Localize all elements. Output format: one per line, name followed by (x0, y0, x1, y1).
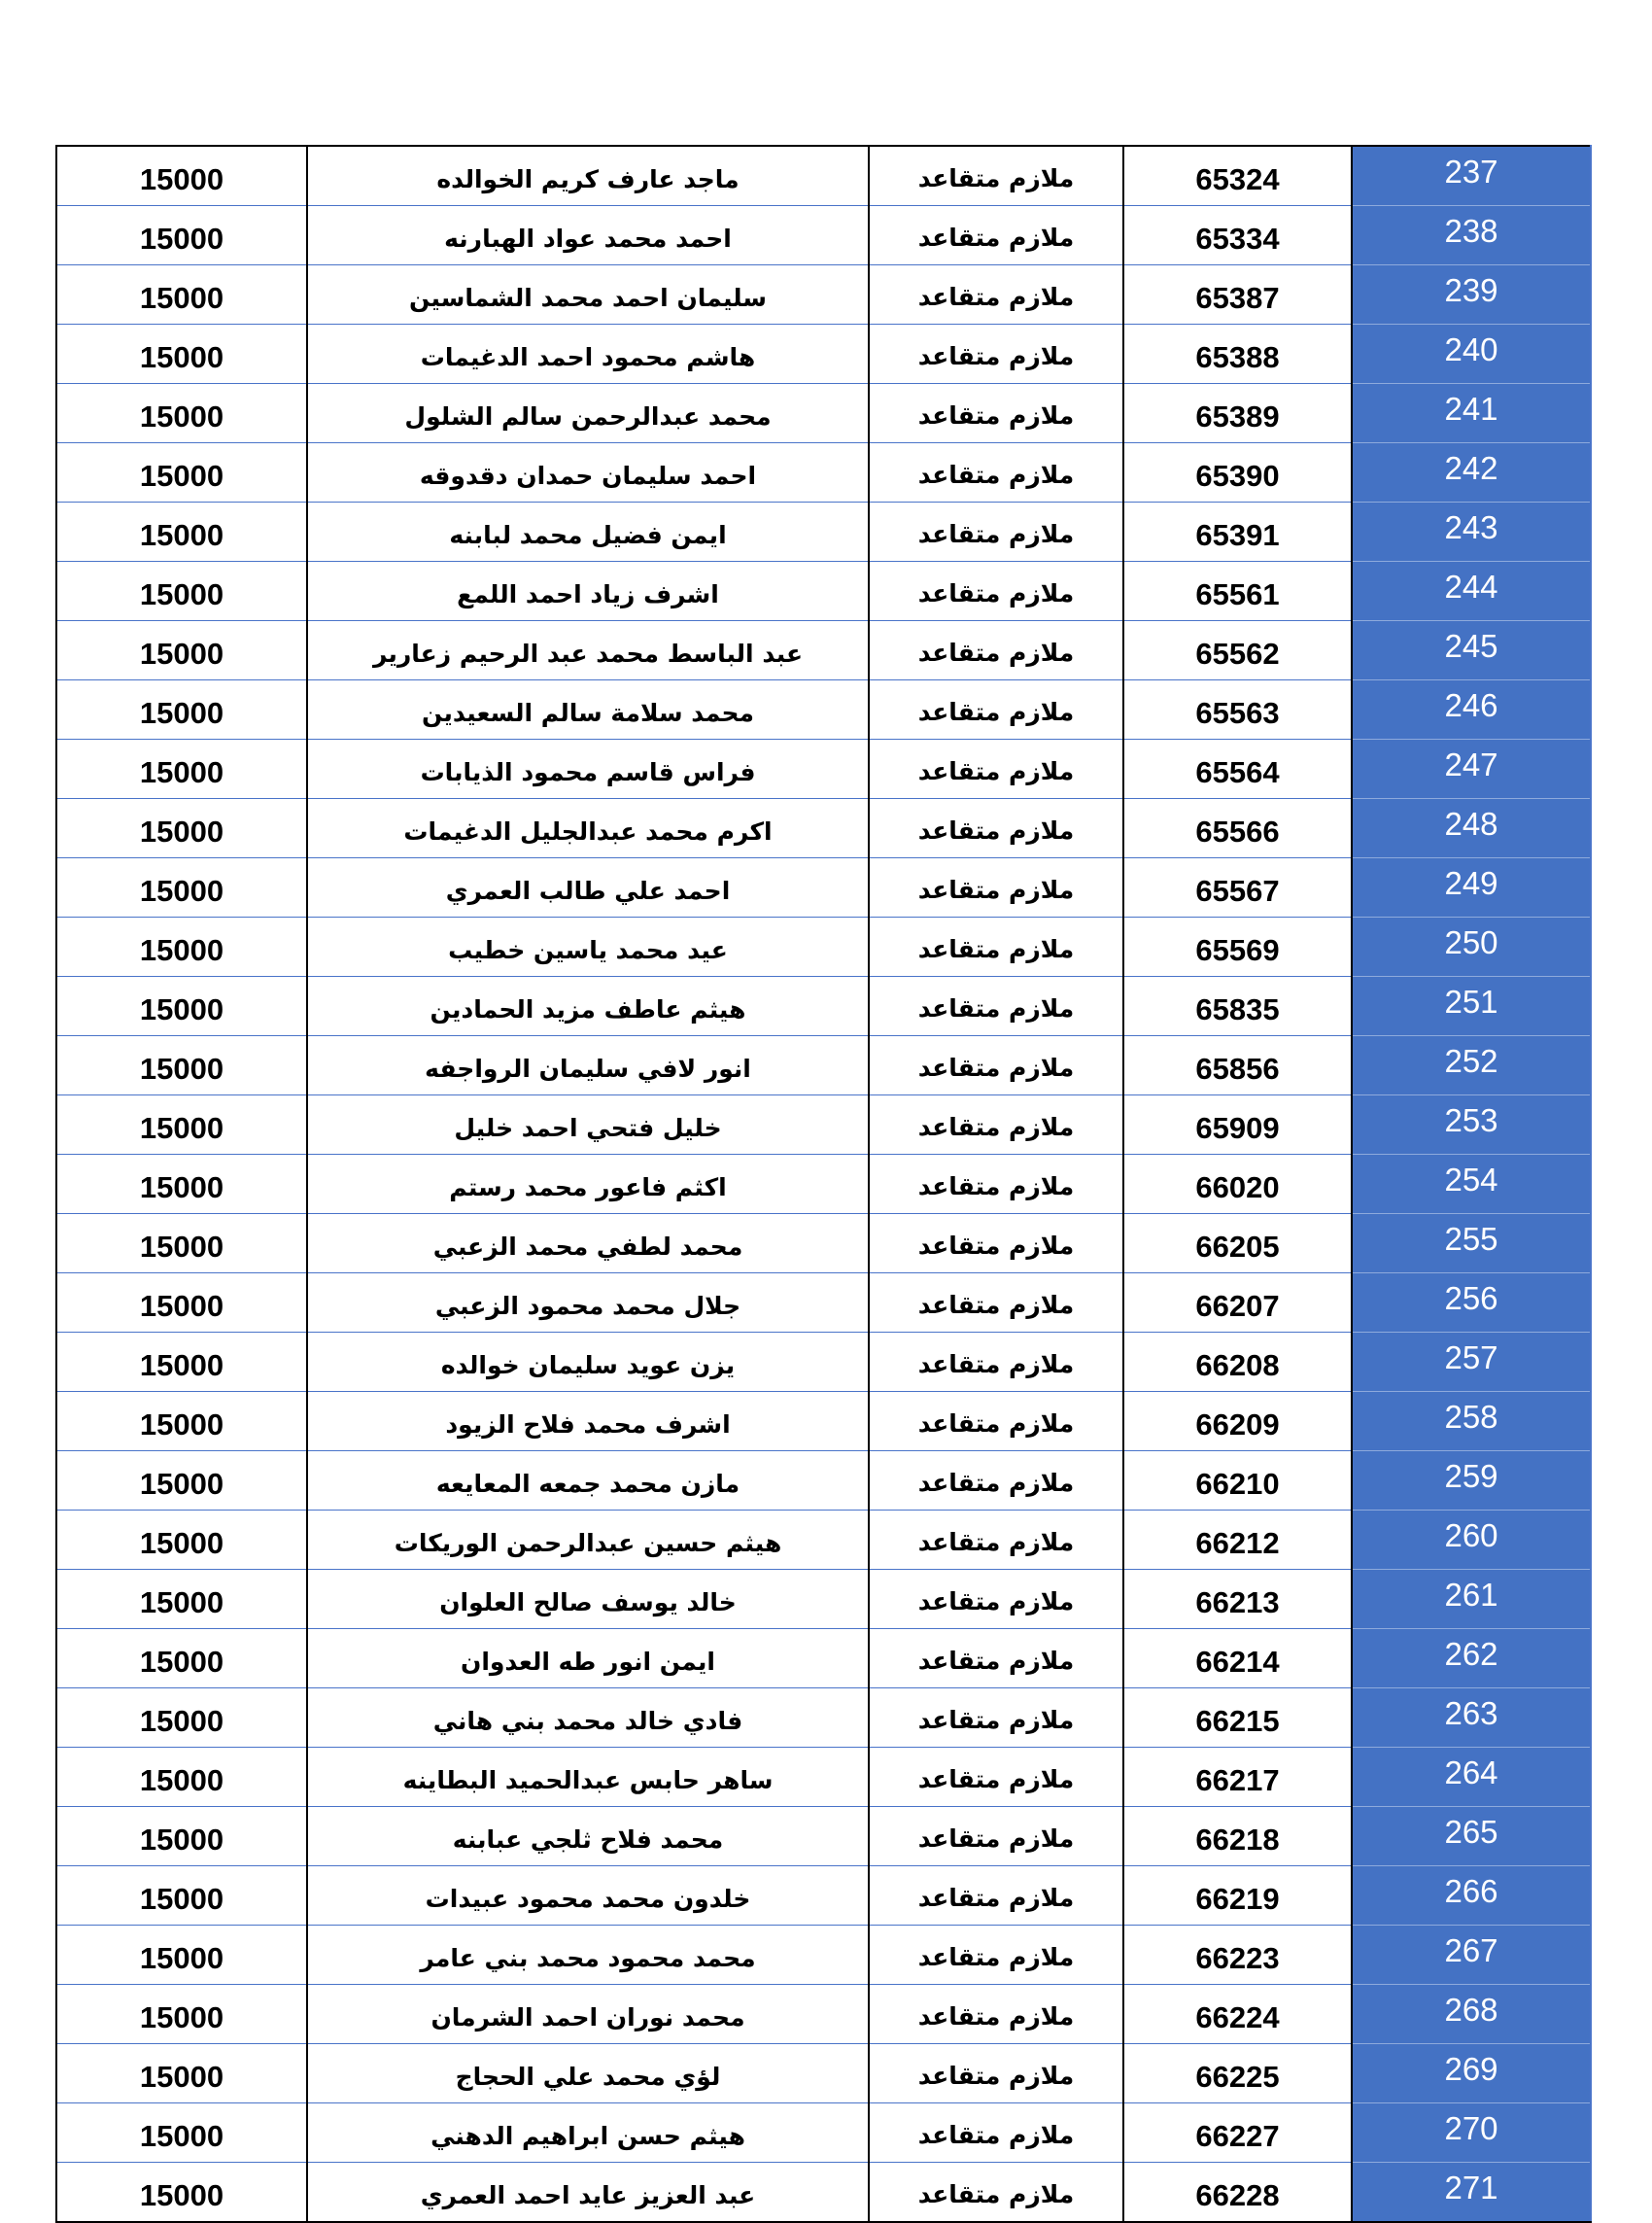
amount-cell: 15000 (56, 1036, 307, 1095)
table-row (56, 1570, 1591, 1629)
amount-cell: 15000 (56, 562, 307, 621)
sequence-cell: 241 (1352, 384, 1591, 443)
rank-cell: ملازم متقاعد (869, 1688, 1123, 1748)
military-number-cell: 65389 (1123, 384, 1352, 443)
military-number-cell: 66213 (1123, 1570, 1352, 1629)
military-number-cell: 66020 (1123, 1155, 1352, 1214)
rank-cell: ملازم متقاعد (869, 621, 1123, 680)
table-row (56, 2044, 1591, 2103)
amount-cell: 15000 (56, 977, 307, 1036)
sequence-cell: 238 (1352, 206, 1591, 265)
military-number-cell: 65391 (1123, 503, 1352, 562)
military-number-cell: 66217 (1123, 1748, 1352, 1807)
rank-cell: ملازم متقاعد (869, 1095, 1123, 1155)
rank-cell: ملازم متقاعد (869, 1570, 1123, 1629)
rank-cell: ملازم متقاعد (869, 206, 1123, 265)
name-cell: محمد عبدالرحمن سالم الشلول (307, 384, 869, 443)
amount-cell: 15000 (56, 680, 307, 740)
rank-cell: ملازم متقاعد (869, 918, 1123, 977)
rank-cell: ملازم متقاعد (869, 2103, 1123, 2163)
amount-cell: 15000 (56, 443, 307, 503)
sequence-cell: 249 (1352, 858, 1591, 918)
amount-cell: 15000 (56, 2103, 307, 2163)
table-row (56, 1036, 1591, 1095)
military-number-cell: 65563 (1123, 680, 1352, 740)
military-number-cell: 65835 (1123, 977, 1352, 1036)
name-cell: اكثم فاعور محمد رستم (307, 1155, 869, 1214)
name-cell: لؤي محمد علي الحجاج (307, 2044, 869, 2103)
table-row (56, 799, 1591, 858)
table-row (56, 977, 1591, 1036)
amount-cell: 15000 (56, 1866, 307, 1926)
amount-cell: 15000 (56, 1273, 307, 1333)
sequence-cell: 262 (1352, 1629, 1591, 1688)
sequence-cell: 243 (1352, 503, 1591, 562)
military-number-cell: 66225 (1123, 2044, 1352, 2103)
amount-cell: 15000 (56, 2163, 307, 2223)
rank-cell: ملازم متقاعد (869, 2044, 1123, 2103)
military-number-cell: 65324 (1123, 146, 1352, 206)
table-row (56, 1748, 1591, 1807)
amount-cell: 15000 (56, 146, 307, 206)
table-row (56, 503, 1591, 562)
sequence-cell: 268 (1352, 1985, 1591, 2044)
military-number-cell: 65334 (1123, 206, 1352, 265)
military-number-cell: 66227 (1123, 2103, 1352, 2163)
rank-cell: ملازم متقاعد (869, 1926, 1123, 1985)
military-number-cell: 66209 (1123, 1392, 1352, 1451)
amount-cell: 15000 (56, 1629, 307, 1688)
rank-cell: ملازم متقاعد (869, 265, 1123, 325)
name-cell: هاشم محمود احمد الدغيمات (307, 325, 869, 384)
amount-cell: 15000 (56, 503, 307, 562)
amount-cell: 15000 (56, 265, 307, 325)
rank-cell: ملازم متقاعد (869, 1392, 1123, 1451)
name-cell: خليل فتحي احمد خليل (307, 1095, 869, 1155)
military-number-cell: 65566 (1123, 799, 1352, 858)
sequence-cell: 266 (1352, 1866, 1591, 1926)
name-cell: عبد الباسط محمد عبد الرحيم زعارير (307, 621, 869, 680)
name-cell: ايمن انور طه العدوان (307, 1629, 869, 1688)
name-cell: احمد علي طالب العمري (307, 858, 869, 918)
sequence-cell: 257 (1352, 1333, 1591, 1392)
military-number-cell: 66214 (1123, 1629, 1352, 1688)
amount-cell: 15000 (56, 799, 307, 858)
rank-cell: ملازم متقاعد (869, 1036, 1123, 1095)
table-row (56, 206, 1591, 265)
sequence-cell: 242 (1352, 443, 1591, 503)
military-number-cell: 65856 (1123, 1036, 1352, 1095)
amount-cell: 15000 (56, 1214, 307, 1273)
sequence-cell: 245 (1352, 621, 1591, 680)
name-cell: يزن عويد سليمان خوالده (307, 1333, 869, 1392)
rank-cell: ملازم متقاعد (869, 1807, 1123, 1866)
name-cell: فراس قاسم محمود الذيابات (307, 740, 869, 799)
sequence-cell: 267 (1352, 1926, 1591, 1985)
name-cell: انور لافي سليمان الرواجفه (307, 1036, 869, 1095)
military-number-cell: 66207 (1123, 1273, 1352, 1333)
military-number-cell: 66228 (1123, 2163, 1352, 2223)
table-row (56, 1926, 1591, 1985)
table-row (56, 1273, 1591, 1333)
military-number-cell: 65564 (1123, 740, 1352, 799)
amount-cell: 15000 (56, 1926, 307, 1985)
sequence-cell: 269 (1352, 2044, 1591, 2103)
amount-cell: 15000 (56, 2044, 307, 2103)
rank-cell: ملازم متقاعد (869, 325, 1123, 384)
roster-table (55, 145, 1592, 2223)
sequence-cell: 253 (1352, 1095, 1591, 1155)
rank-cell: ملازم متقاعد (869, 1214, 1123, 1273)
sequence-cell: 247 (1352, 740, 1591, 799)
amount-cell: 15000 (56, 1748, 307, 1807)
amount-cell: 15000 (56, 325, 307, 384)
military-number-cell: 66223 (1123, 1926, 1352, 1985)
sequence-cell: 244 (1352, 562, 1591, 621)
table-row (56, 384, 1591, 443)
amount-cell: 15000 (56, 858, 307, 918)
name-cell: اشرف زياد احمد اللمع (307, 562, 869, 621)
table-row (56, 1629, 1591, 1688)
sequence-cell: 260 (1352, 1511, 1591, 1570)
name-cell: اكرم محمد عبدالجليل الدغيمات (307, 799, 869, 858)
sequence-cell: 250 (1352, 918, 1591, 977)
sequence-cell: 237 (1352, 146, 1591, 206)
rank-cell: ملازم متقاعد (869, 977, 1123, 1036)
sequence-cell: 246 (1352, 680, 1591, 740)
military-number-cell: 66212 (1123, 1511, 1352, 1570)
military-number-cell: 66224 (1123, 1985, 1352, 2044)
name-cell: خلدون محمد محمود عبيدات (307, 1866, 869, 1926)
table-row (56, 1155, 1591, 1214)
amount-cell: 15000 (56, 1985, 307, 2044)
table-row (56, 443, 1591, 503)
rank-cell: ملازم متقاعد (869, 503, 1123, 562)
military-number-cell: 66210 (1123, 1451, 1352, 1511)
rank-cell: ملازم متقاعد (869, 1451, 1123, 1511)
amount-cell: 15000 (56, 1807, 307, 1866)
amount-cell: 15000 (56, 1095, 307, 1155)
sequence-cell: 264 (1352, 1748, 1591, 1807)
military-number-cell: 65390 (1123, 443, 1352, 503)
roster-body (56, 146, 1591, 2222)
sequence-cell: 265 (1352, 1807, 1591, 1866)
amount-cell: 15000 (56, 1392, 307, 1451)
sequence-cell: 270 (1352, 2103, 1591, 2163)
table-row (56, 2163, 1591, 2223)
name-cell: عيد محمد ياسين خطيب (307, 918, 869, 977)
rank-cell: ملازم متقاعد (869, 858, 1123, 918)
table-row (56, 146, 1591, 206)
rank-cell: ملازم متقاعد (869, 1629, 1123, 1688)
table-row (56, 621, 1591, 680)
name-cell: محمد محمود محمد بني عامر (307, 1926, 869, 1985)
name-cell: ماجد عارف كريم الخوالده (307, 146, 869, 206)
table-row (56, 1807, 1591, 1866)
table-row (56, 265, 1591, 325)
name-cell: احمد سليمان حمدان دقدوقه (307, 443, 869, 503)
rank-cell: ملازم متقاعد (869, 2163, 1123, 2223)
sequence-cell: 248 (1352, 799, 1591, 858)
rank-cell: ملازم متقاعد (869, 680, 1123, 740)
sequence-cell: 258 (1352, 1392, 1591, 1451)
table-row (56, 1333, 1591, 1392)
amount-cell: 15000 (56, 384, 307, 443)
rank-cell: ملازم متقاعد (869, 562, 1123, 621)
name-cell: ساهر حابس عبدالحميد البطاينه (307, 1748, 869, 1807)
sequence-cell: 239 (1352, 265, 1591, 325)
name-cell: فادي خالد محمد بني هاني (307, 1688, 869, 1748)
table-row (56, 1451, 1591, 1511)
military-number-cell: 65388 (1123, 325, 1352, 384)
military-number-cell: 66219 (1123, 1866, 1352, 1926)
amount-cell: 15000 (56, 206, 307, 265)
sequence-cell: 254 (1352, 1155, 1591, 1214)
sequence-cell: 252 (1352, 1036, 1591, 1095)
name-cell: مازن محمد جمعه المعايعه (307, 1451, 869, 1511)
amount-cell: 15000 (56, 740, 307, 799)
name-cell: عبد العزيز عايد احمد العمري (307, 2163, 869, 2223)
rank-cell: ملازم متقاعد (869, 799, 1123, 858)
sequence-cell: 271 (1352, 2163, 1591, 2223)
amount-cell: 15000 (56, 1570, 307, 1629)
name-cell: محمد فلاح ثلجي عبابنه (307, 1807, 869, 1866)
table-row (56, 740, 1591, 799)
military-number-cell: 65562 (1123, 621, 1352, 680)
name-cell: ايمن فضيل محمد لبابنه (307, 503, 869, 562)
sequence-cell: 261 (1352, 1570, 1591, 1629)
rank-cell: ملازم متقاعد (869, 1155, 1123, 1214)
name-cell: اشرف محمد فلاح الزيود (307, 1392, 869, 1451)
table-row (56, 1214, 1591, 1273)
rank-cell: ملازم متقاعد (869, 1748, 1123, 1807)
table-row (56, 858, 1591, 918)
name-cell: هيثم عاطف مزيد الحمادين (307, 977, 869, 1036)
name-cell: محمد نوران احمد الشرمان (307, 1985, 869, 2044)
military-number-cell: 65909 (1123, 1095, 1352, 1155)
amount-cell: 15000 (56, 1688, 307, 1748)
amount-cell: 15000 (56, 1333, 307, 1392)
table-row (56, 325, 1591, 384)
name-cell: سليمان احمد محمد الشماسين (307, 265, 869, 325)
sequence-cell: 255 (1352, 1214, 1591, 1273)
table-row (56, 562, 1591, 621)
name-cell: هيثم حسن ابراهيم الدهني (307, 2103, 869, 2163)
rank-cell: ملازم متقاعد (869, 443, 1123, 503)
name-cell: هيثم حسين عبدالرحمن الوريكات (307, 1511, 869, 1570)
rank-cell: ملازم متقاعد (869, 1985, 1123, 2044)
sequence-cell: 251 (1352, 977, 1591, 1036)
amount-cell: 15000 (56, 621, 307, 680)
name-cell: محمد سلامة سالم السعيدين (307, 680, 869, 740)
amount-cell: 15000 (56, 1451, 307, 1511)
military-number-cell: 65567 (1123, 858, 1352, 918)
rank-cell: ملازم متقاعد (869, 740, 1123, 799)
rank-cell: ملازم متقاعد (869, 384, 1123, 443)
table-row (56, 1511, 1591, 1570)
rank-cell: ملازم متقاعد (869, 1866, 1123, 1926)
military-number-cell: 65569 (1123, 918, 1352, 977)
amount-cell: 15000 (56, 1511, 307, 1570)
sequence-cell: 263 (1352, 1688, 1591, 1748)
sequence-cell: 256 (1352, 1273, 1591, 1333)
table-row (56, 1688, 1591, 1748)
table-row (56, 2103, 1591, 2163)
name-cell: جلال محمد محمود الزعبي (307, 1273, 869, 1333)
table-row (56, 918, 1591, 977)
rank-cell: ملازم متقاعد (869, 1333, 1123, 1392)
military-number-cell: 66208 (1123, 1333, 1352, 1392)
military-number-cell: 65561 (1123, 562, 1352, 621)
amount-cell: 15000 (56, 1155, 307, 1214)
table-row (56, 680, 1591, 740)
name-cell: محمد لطفي محمد الزعبي (307, 1214, 869, 1273)
table-row (56, 1985, 1591, 2044)
military-number-cell: 66218 (1123, 1807, 1352, 1866)
name-cell: احمد محمد عواد الهبارنه (307, 206, 869, 265)
table-row (56, 1392, 1591, 1451)
sequence-cell: 259 (1352, 1451, 1591, 1511)
rank-cell: ملازم متقاعد (869, 1273, 1123, 1333)
table-row (56, 1095, 1591, 1155)
table-row (56, 1866, 1591, 1926)
amount-cell: 15000 (56, 918, 307, 977)
military-number-cell: 65387 (1123, 265, 1352, 325)
military-number-cell: 66205 (1123, 1214, 1352, 1273)
name-cell: خالد يوسف صالح العلوان (307, 1570, 869, 1629)
rank-cell: ملازم متقاعد (869, 1511, 1123, 1570)
sequence-cell: 240 (1352, 325, 1591, 384)
rank-cell: ملازم متقاعد (869, 146, 1123, 206)
military-number-cell: 66215 (1123, 1688, 1352, 1748)
